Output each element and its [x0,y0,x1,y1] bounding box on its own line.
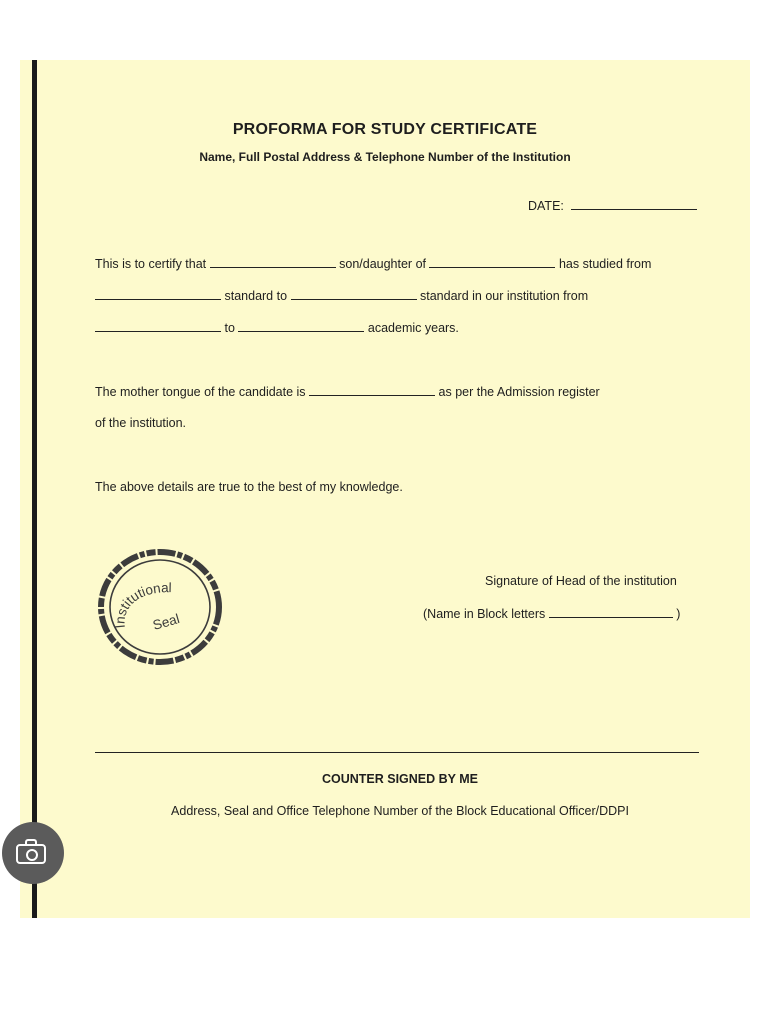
from-year-blank [95,320,221,332]
signature-label: Signature of Head of the institution [485,574,677,588]
para1-text-g: academic years. [367,321,459,335]
parent-name-blank [429,256,555,268]
camera-lens-button[interactable] [2,822,64,884]
para2-text-b: as per the Admission register [438,385,600,399]
para2-line1 [95,384,600,399]
student-name-blank [210,256,336,268]
para1-text-a: This is to certify that [95,257,207,271]
mother-tongue-blank [309,384,435,396]
para1-line2 [95,288,588,303]
to-year-blank [238,320,364,332]
seal-text-line1: Institutional [112,580,172,630]
block-letters-line [423,606,680,621]
from-standard-blank [95,288,221,300]
officer-details-line: Address, Seal and Office Telephone Number of the Block Educational Officer/DDPI [171,804,629,818]
date-label: DATE: [528,199,564,213]
binder-line [32,60,37,918]
para2-text-a: The mother tongue of the candidate is [95,385,306,399]
declaration-text: The above details are true to the best of my knowledge. [95,480,403,494]
seal-text-line2: Seal [151,611,182,633]
para2-line2: of the institution. [95,416,187,430]
divider-rule [95,752,699,753]
para1-text-f: to [224,321,235,335]
block-letters-prefix: (Name in Block letters [423,607,546,621]
counter-signed-heading: COUNTER SIGNED BY ME [321,772,479,786]
date-blank [571,198,697,210]
to-standard-blank [291,288,417,300]
certificate-document [20,60,750,918]
block-letters-blank [549,606,673,618]
para1-line3 [95,320,459,335]
institutional-seal [95,546,225,668]
para1-text-b: son/daughter of [339,257,426,271]
para1-text-e: standard in our institution from [420,289,589,303]
date-line [528,198,697,213]
document-subtitle: Name, Full Postal Address & Telephone Number of the Institution [199,150,571,164]
para1-text-d: standard to [224,289,288,303]
document-title: PROFORMA FOR STUDY CERTIFICATE [232,121,538,138]
para1-text-c: has studied from [558,257,652,271]
camera-icon [16,844,46,864]
para1-line1 [95,256,651,271]
block-letters-suffix: ) [676,607,681,621]
